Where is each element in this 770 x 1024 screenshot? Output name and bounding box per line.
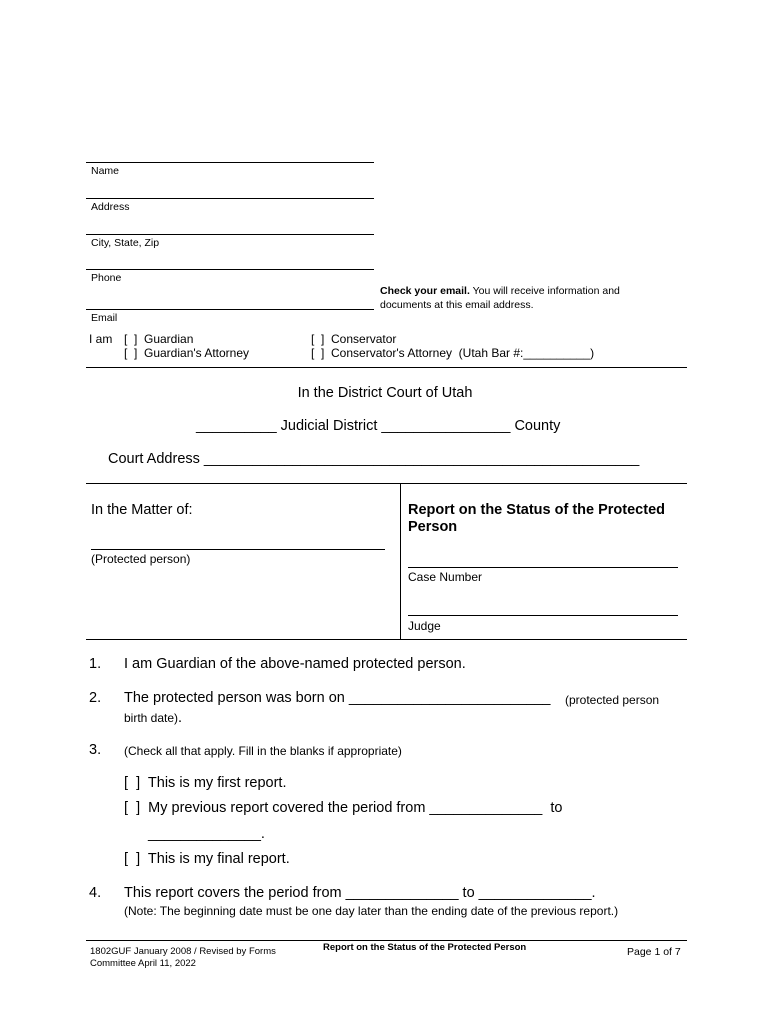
item-3-text: (Check all that apply. Fill in the blanks if appropriate) — [124, 744, 402, 758]
judge-label: Judge — [408, 619, 441, 633]
name-line[interactable] — [86, 162, 374, 163]
item-4-number: 4. — [89, 885, 102, 901]
report-title-line2: Person — [408, 519, 458, 535]
guardian-attorney-checkbox[interactable]: [ ] Guardian's Attorney — [124, 346, 250, 360]
address-line[interactable] — [86, 198, 374, 199]
footer-divider — [86, 940, 687, 941]
form-id — [90, 946, 276, 970]
first-report-checkbox[interactable]: [ ] This is my first report. — [124, 775, 287, 791]
item-2-period: . — [178, 710, 183, 726]
phone-line[interactable] — [86, 269, 374, 270]
email-note-rest: You will receive information and — [469, 285, 620, 297]
item-1-number: 1. — [89, 656, 102, 672]
page-number: Page 1 of 7 — [627, 946, 681, 958]
email-label: Email — [91, 312, 118, 324]
item-2-line2 — [124, 710, 182, 726]
item-1-text: I am Guardian of the above-named protected person. — [124, 656, 466, 672]
item-2-number: 2. — [89, 690, 102, 706]
previous-report-end-date[interactable]: ______________. — [148, 826, 265, 842]
final-report-checkbox[interactable]: [ ] This is my final report. — [124, 851, 290, 867]
city-state-zip-label: City, State, Zip — [91, 237, 160, 249]
form-id-line1: 1802GUF January 2008 / Revised by Forms — [90, 946, 276, 957]
i-am-label: I am — [89, 332, 113, 346]
court-title: In the District Court of Utah — [297, 385, 473, 401]
conservator-attorney-checkbox[interactable]: [ ] Conservator's Attorney (Utah Bar #:__________) — [311, 346, 595, 360]
form-id-line2: Committee April 11, 2022 — [90, 958, 196, 969]
header-divider — [86, 367, 687, 368]
caption-bottom-border — [86, 639, 687, 640]
address-label: Address — [91, 201, 130, 213]
judicial-district-line[interactable]: __________ Judicial District ________________ County — [196, 418, 561, 434]
court-address-line[interactable]: Court Address ______________________________________________________ — [108, 451, 640, 467]
case-number-line[interactable] — [408, 567, 678, 568]
item-2-text[interactable]: The protected person was born on _________________________ — [124, 690, 551, 706]
caption-top-border — [86, 483, 687, 484]
conservator-checkbox[interactable]: [ ] Conservator — [311, 332, 397, 346]
city-state-zip-line[interactable] — [86, 234, 374, 235]
name-label: Name — [91, 165, 120, 177]
phone-label: Phone — [91, 272, 122, 284]
email-note — [380, 284, 670, 312]
email-note-line2: documents at this email address. — [380, 299, 534, 311]
protected-person-label: (Protected person) — [91, 552, 191, 566]
email-line[interactable] — [86, 309, 374, 310]
case-number-label: Case Number — [408, 570, 483, 584]
item-2-small: (protected person — [565, 693, 660, 707]
item-4-text[interactable]: This report covers the period from ______________ to ______________. — [124, 885, 596, 901]
guardian-checkbox[interactable]: [ ] Guardian — [124, 332, 194, 346]
previous-report-checkbox[interactable]: [ ] My previous report covered the period from ______________ to — [124, 800, 563, 816]
protected-person-line[interactable] — [91, 549, 385, 550]
report-title-line1: Report on the Status of the Protected — [408, 502, 665, 518]
judge-line[interactable] — [408, 615, 678, 616]
birth-date-label: birth date) — [124, 711, 179, 725]
caption-divider — [400, 483, 401, 639]
report-title — [408, 502, 688, 536]
item-4-note: (Note: The beginning date must be one day later than the ending date of the previous report.) — [124, 904, 619, 918]
matter-of-label: In the Matter of: — [91, 502, 193, 518]
footer-title: Report on the Status of the Protected Person — [323, 942, 527, 953]
email-note-bold: Check your email. — [380, 285, 470, 297]
item-3-number: 3. — [89, 742, 102, 758]
